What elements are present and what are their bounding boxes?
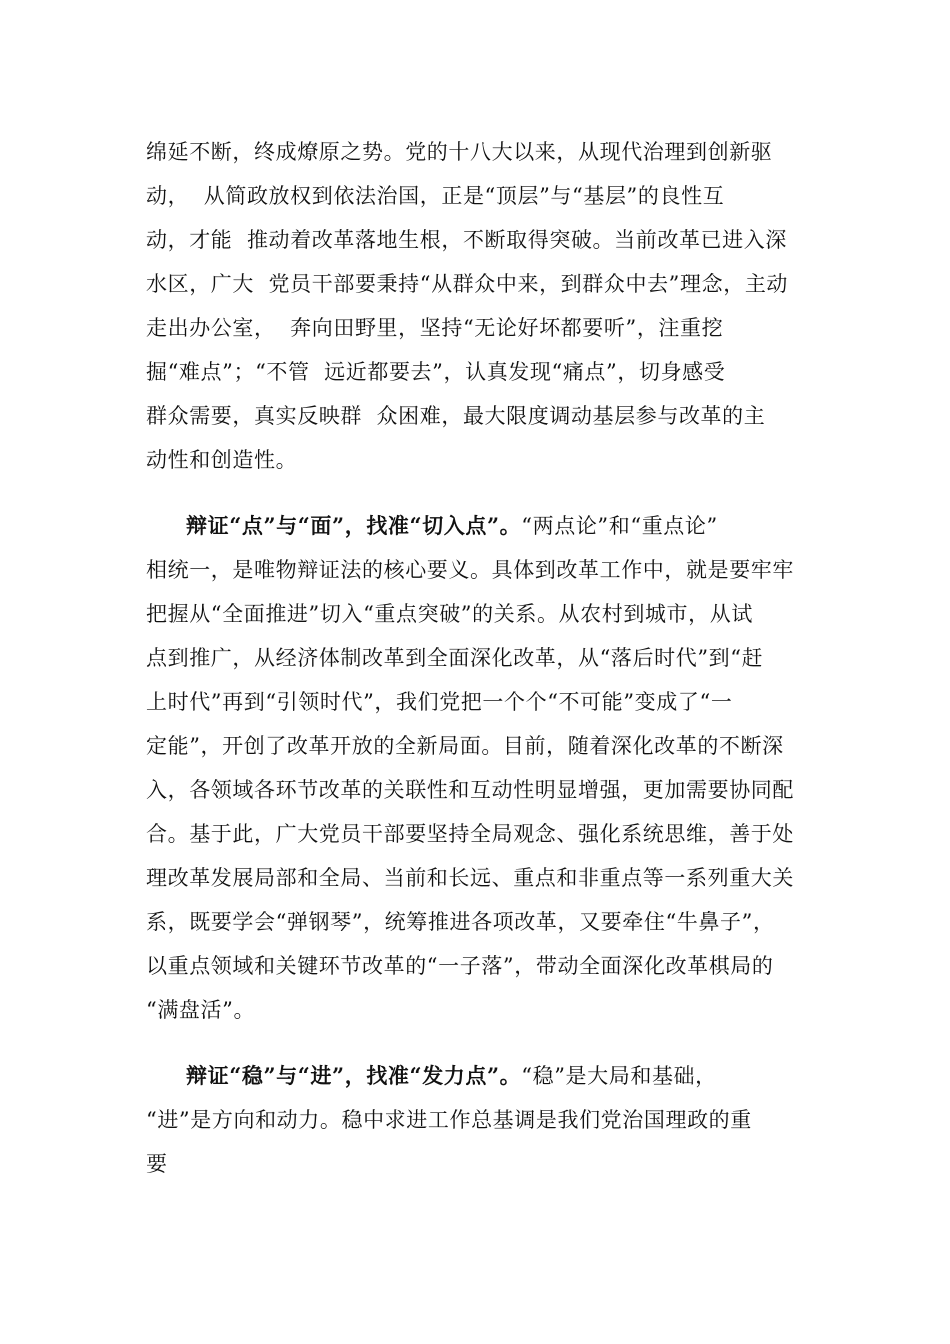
paragraph-1-line-7: 群众需要，真实反映群 众困难，最大限度调动基层参与改革的主: [146, 404, 766, 428]
paragraph-2-line-7: 入，各领域各环节改革的关联性和互动性明显增强，更加需要协同配: [146, 778, 794, 802]
paragraph-2-line-12: “满盘活”。: [146, 998, 256, 1022]
paragraph-3-heading: 辩证“稳”与“进”，找准“发力点”。: [186, 1063, 522, 1088]
paragraph-3-line-2: “进”是方向和动力。稳中求进工作总基调是我们党治国理政的重: [146, 1108, 752, 1132]
paragraph-2-first-line: [186, 511, 866, 541]
paragraph-1-line-4: 水区，广大 党员干部要秉持“从群众中来，到群众中去”理念，主动: [146, 272, 789, 296]
paragraph-2-line-5: 上时代”再到“引领时代”，我们党把一个个“不可能”变成了“一: [146, 690, 733, 714]
paragraph-2-line-11: 以重点领域和关键环节改革的“一子落”，带动全面深化改革棋局的: [146, 954, 774, 978]
paragraph-2-line-2: 相统一，是唯物辩证法的核心要义。具体到改革工作中，就是要牢牢: [146, 558, 794, 582]
paragraph-3-first-line-text: “稳”是大局和基础，: [521, 1064, 717, 1088]
paragraph-2-line-3: 把握从“全面推进”切入“重点突破”的关系。从农村到城市，从试: [146, 602, 753, 626]
paragraph-3-line-3: 要: [146, 1152, 168, 1176]
paragraph-2-line-8: 合。基于此，广大党员干部要坚持全局观念、强化系统思维，善于处: [146, 822, 794, 846]
paragraph-2-line-6: 定能”，开创了改革开放的全新局面。目前，随着深化改革的不断深: [146, 734, 784, 758]
paragraph-1-line-5: 走出办公室， 奔向田野里，坚持“无论好坏都要听”，注重挖: [146, 316, 724, 340]
paragraph-2-heading: 辩证“点”与“面”，找准“切入点”。: [186, 513, 522, 538]
paragraph-2-line-10: 系，既要学会“弹钢琴”，统筹推进各项改革，又要牵住“牛鼻子”，: [146, 910, 775, 934]
paragraph-2-line-4: 点到推广，从经济体制改革到全面深化改革，从“落后时代”到“赶: [146, 646, 764, 670]
paragraph-1-line-6: 掘“难点”；“不管 远近都要去”，认真发现“痛点”，切身感受: [146, 360, 726, 384]
paragraph-1-line-3: 动，才能 推动着改革落地生根，不断取得突破。当前改革已进入深: [146, 228, 787, 252]
paragraph-3-first-line: [186, 1061, 866, 1091]
paragraph-1-line-8: 动性和创造性。: [146, 448, 298, 472]
paragraph-2-first-line-text: “两点论”和“重点论”: [521, 514, 718, 538]
paragraph-2-line-9: 理改革发展局部和全局、当前和长远、重点和非重点等一系列重大关: [146, 866, 794, 890]
paragraph-1-line-2: 动， 从简政放权到依法治国，正是“顶层”与“基层”的良性互: [146, 184, 725, 208]
paragraph-1-line-1: 绵延不断，终成燎原之势。党的十八大以来，从现代治理到创新驱: [146, 140, 773, 164]
